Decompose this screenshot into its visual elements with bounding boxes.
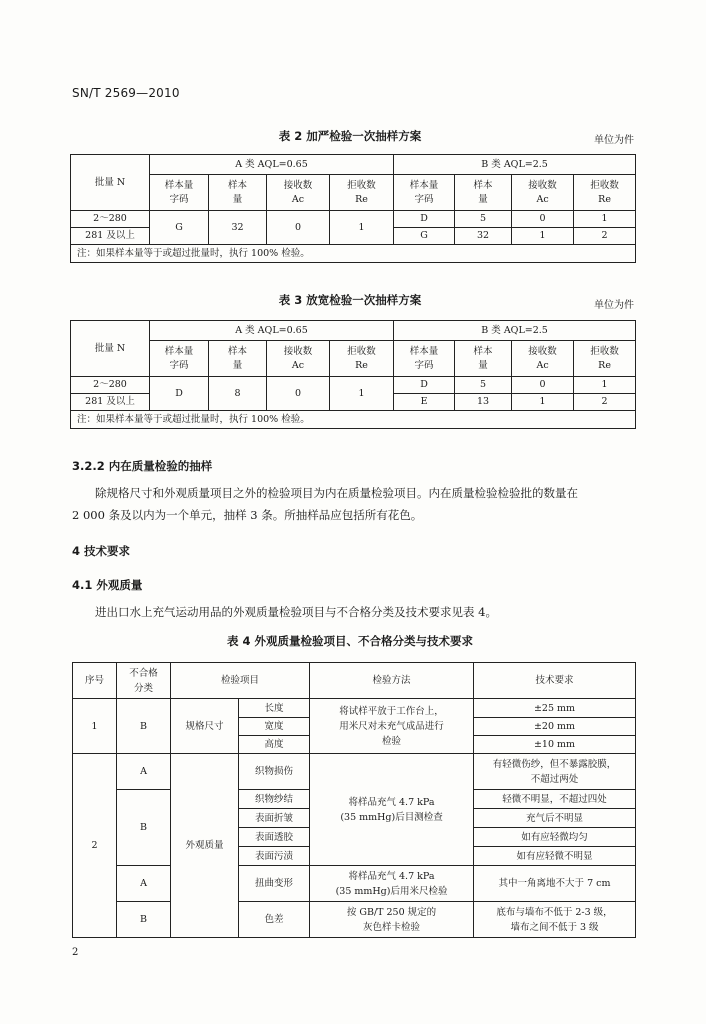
group-a-header: A 类 AQL=0.65 [150,155,394,175]
table3 [70,320,636,429]
table2-unit: 单位为件 [594,135,634,146]
col-header: 样本 量 [209,175,267,211]
table4 [72,662,636,938]
cell: D [150,377,209,411]
row-no: 1 [73,699,117,754]
cell: D [394,211,455,228]
header-method: 检验方法 [310,663,474,699]
req-cell: 有轻微伤纱，但不暴露胶膜， 不超过两处 [474,754,636,790]
col-header: 样本量 字码 [394,175,455,211]
req-cell: 其中一角离地不大于 7 cm [474,866,636,902]
header-no: 序号 [73,663,117,699]
table2 [70,154,636,263]
row-cat: B [117,699,171,754]
section-heading: 3.2.2 内在质量检验的抽样 [72,459,213,473]
cell: 1 [330,377,394,411]
col-header: 拒收数 Re [330,175,394,211]
cell: 1 [330,211,394,245]
cell: 0 [512,211,574,228]
batch-header: 批量 N [71,155,150,211]
method-cell: 将样品充气 4.7 kPa (35 mmHg)后目测检查 [310,754,474,866]
req-cell: 充气后不明显 [474,809,636,828]
cell: 32 [455,228,512,245]
cell: 1 [512,394,574,411]
req-cell: ±20 mm [474,718,636,736]
paragraph: 除规格尺寸和外观质量项目之外的检验项目为内在质量检验项目。内在质量检验检验批的数量在 2 000 条及以内为一个单元，抽样 3 条。所抽样品应包括所有花色。 [72,486,578,522]
req-cell: 如有应轻微不明显 [474,847,636,866]
cell: 0 [512,377,574,394]
group-b-header: B 类 AQL=2.5 [394,321,636,341]
cell: 1 [512,228,574,245]
header-cat: 不合格 分类 [117,663,171,699]
group-b-header: B 类 AQL=2.5 [394,155,636,175]
table-note: 注：如果样本量等于或超过批量时，执行 100% 检验。 [71,245,636,263]
col-header: 样本 量 [455,341,512,377]
req-cell: ±10 mm [474,736,636,754]
sub-item: 表面折皱 [239,809,310,828]
sub-item: 织物损伤 [239,754,310,790]
header-item: 检验项目 [171,663,310,699]
paragraph: 进出口水上充气运动用品的外观质量检验项目与不合格分类及技术要求见表 4。 [95,605,497,619]
col-header: 样本量 字码 [394,341,455,377]
cell: E [394,394,455,411]
sub-item: 高度 [239,736,310,754]
cell: G [394,228,455,245]
req-cell: 底布与墙布不低于 2-3 级， 墙布之间不低于 3 级 [474,902,636,938]
row-cat: A [117,754,171,790]
sub-item: 织物纱结 [239,790,310,809]
table4-caption: 表 4 外观质量检验项目、不合格分类与技术要求 [226,634,473,648]
col-header: 样本 量 [455,175,512,211]
col-header: 拒收数 Re [574,175,636,211]
sub-item: 长度 [239,699,310,718]
col-header: 接收数 Ac [267,341,330,377]
row-cat: A [117,866,171,902]
req-cell: 轻微不明显，不超过四处 [474,790,636,809]
cell: 5 [455,377,512,394]
page-number: 2 [72,947,79,958]
method-cell: 将试样平放于工作台上， 用米尺对未充气成品进行 检验 [310,699,474,754]
sub-item: 扭曲变形 [239,866,310,902]
col-header: 样本量 字码 [150,175,209,211]
header-req: 技术要求 [474,663,636,699]
section-heading: 4.1 外观质量 [72,578,143,592]
method-cell: 将样品充气 4.7 kPa (35 mmHg)后用米尺检验 [310,866,474,902]
row-no: 2 [73,754,117,938]
cell: 0 [267,211,330,245]
cell: 13 [455,394,512,411]
req-cell: ±25 mm [474,699,636,718]
table2-caption: 表 2 加严检验一次抽样方案 [278,129,422,143]
sub-item: 表面透胶 [239,828,310,847]
row-cat: B [117,790,171,866]
sub-item: 色差 [239,902,310,938]
col-header: 拒收数 Re [574,341,636,377]
row-cat: B [117,902,171,938]
cell: 2 [574,394,636,411]
cell: D [394,377,455,394]
table-note: 注：如果样本量等于或超过批量时，执行 100% 检验。 [71,411,636,429]
col-header: 拒收数 Re [330,341,394,377]
col-header: 接收数 Ac [512,341,574,377]
sub-item: 宽度 [239,718,310,736]
row-item: 规格尺寸 [171,699,239,754]
cell: 1 [574,211,636,228]
row-item: 外观质量 [171,754,239,938]
cell: 2 [574,228,636,245]
table3-caption: 表 3 放宽检验一次抽样方案 [278,293,422,307]
batch-cell: 2～280 [71,211,150,228]
req-cell: 如有应轻微均匀 [474,828,636,847]
cell: 1 [574,377,636,394]
col-header: 接收数 Ac [267,175,330,211]
document-header: SN/T 2569—2010 [72,86,180,100]
group-a-header: A 类 AQL=0.65 [150,321,394,341]
col-header: 接收数 Ac [512,175,574,211]
batch-header: 批量 N [71,321,150,377]
batch-cell: 281 及以上 [71,394,150,411]
section-heading: 4 技术要求 [72,544,131,558]
cell: 5 [455,211,512,228]
sub-item: 表面污渍 [239,847,310,866]
method-cell: 按 GB/T 250 规定的 灰色样卡检验 [310,902,474,938]
cell: 8 [209,377,267,411]
cell: 32 [209,211,267,245]
cell: G [150,211,209,245]
cell: 0 [267,377,330,411]
col-header: 样本量 字码 [150,341,209,377]
batch-cell: 2～280 [71,377,150,394]
batch-cell: 281 及以上 [71,228,150,245]
col-header: 样本 量 [209,341,267,377]
table3-unit: 单位为件 [594,300,634,311]
